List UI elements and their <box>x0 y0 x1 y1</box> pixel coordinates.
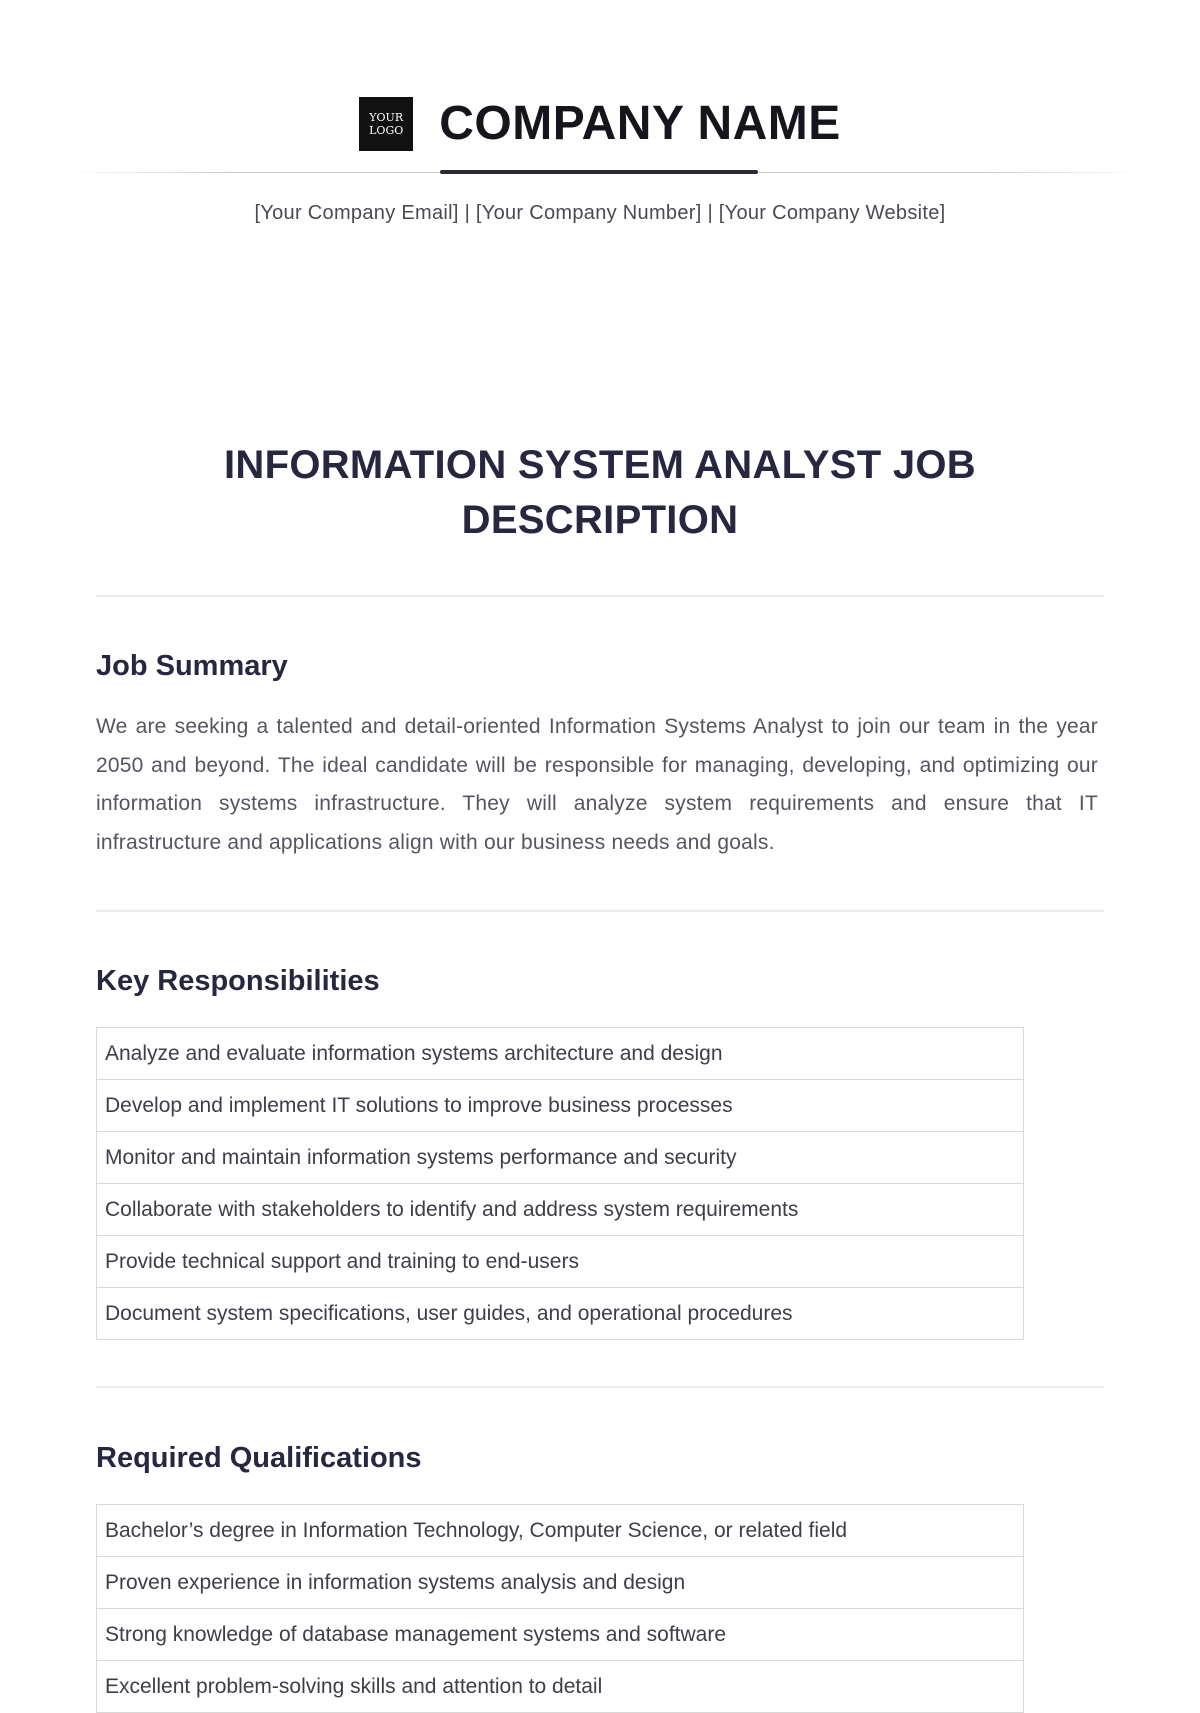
list-item: Monitor and maintain information systems performance and security <box>97 1132 1023 1184</box>
section-divider <box>96 910 1104 912</box>
company-contact-line: [Your Company Email] | [Your Company Number] | [Your Company Website] <box>254 202 946 224</box>
key-responsibilities-heading: Key Responsibilities <box>96 965 380 997</box>
key-responsibilities-list <box>96 1027 1024 1340</box>
header-divider-accent <box>440 170 758 174</box>
job-summary-text: We are seeking a talented and detail-oriented Information Systems Analyst to join our team in the year 2050 and beyond. The ideal candidate will be responsible for managing, developing, and optimizing our information systems infrastructure. They will analyze system requirements and ensure that IT infrastructure and applications align with our business needs and goals. <box>96 715 1098 854</box>
list-item: Proven experience in information systems analysis and design <box>97 1557 1023 1609</box>
page-header <box>0 96 1200 151</box>
list-item: Collaborate with stakeholders to identify and address system requirements <box>97 1184 1023 1236</box>
logo-text-line2: LOGO <box>369 123 404 137</box>
logo-text-line1: YOUR <box>369 110 404 124</box>
company-logo <box>359 97 413 151</box>
list-item: Strong knowledge of database management systems and software <box>97 1609 1023 1661</box>
required-qualifications-heading: Required Qualifications <box>96 1442 422 1474</box>
section-divider <box>96 595 1104 597</box>
document-title: INFORMATION SYSTEM ANALYST JOB DESCRIPTION <box>223 443 976 542</box>
company-name: COMPANY NAME <box>439 97 841 150</box>
list-item: Analyze and evaluate information systems architecture and design <box>97 1028 1023 1080</box>
list-item: Develop and implement IT solutions to improve business processes <box>97 1080 1023 1132</box>
section-divider <box>96 1386 1104 1388</box>
list-item: Excellent problem-solving skills and attention to detail <box>105 1675 603 1698</box>
list-item: Bachelor’s degree in Information Technology, Computer Science, or related field <box>97 1505 1023 1557</box>
list-item: Provide technical support and training to end-users <box>97 1236 1023 1288</box>
job-summary-heading: Job Summary <box>96 650 288 682</box>
required-qualifications-list <box>96 1504 1024 1713</box>
list-item: Document system specifications, user guides, and operational procedures <box>105 1302 793 1325</box>
